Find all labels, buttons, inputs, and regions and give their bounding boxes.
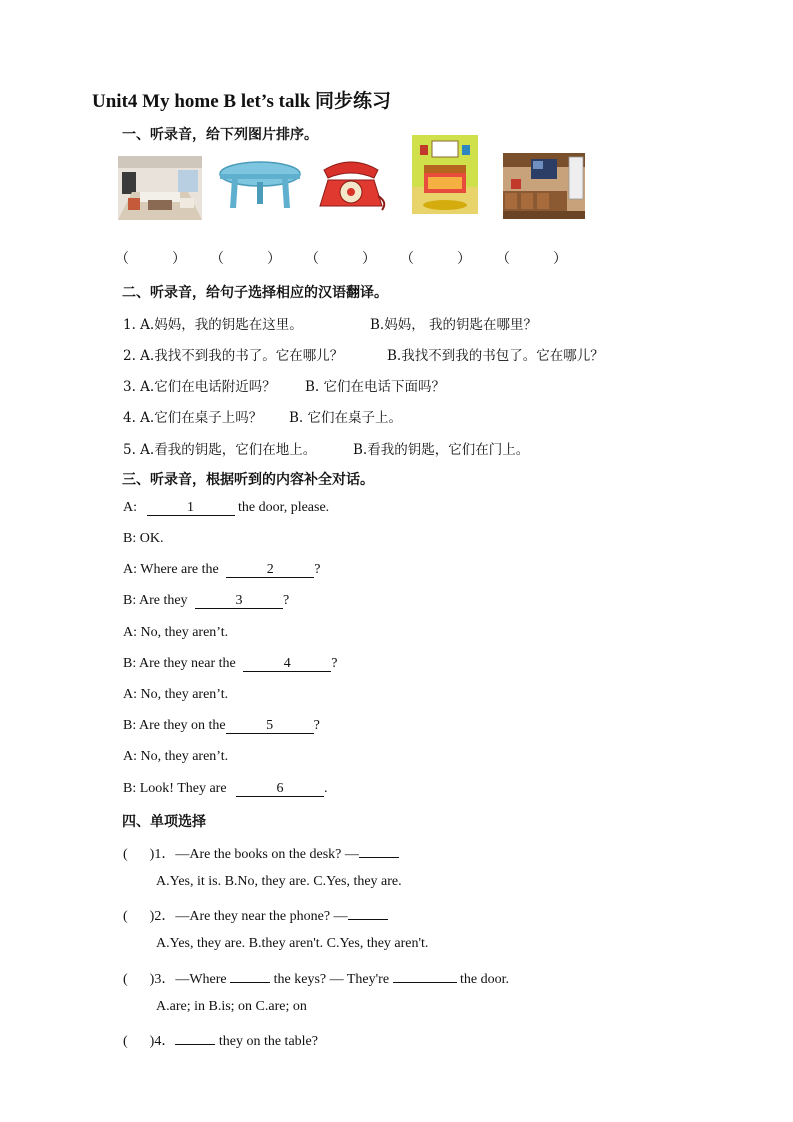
question-2-options: A.Yes, they are. B.they aren't. C.Yes, they aren't.	[156, 936, 429, 951]
question-text: —Where	[175, 972, 231, 987]
order-paren-close: ）	[457, 252, 471, 267]
fill-blank-6[interactable]: 6	[236, 781, 324, 797]
question-text: the keys? — They're	[270, 972, 393, 987]
answer-blank[interactable]	[175, 1044, 215, 1045]
translation-item-1a: 1. A.妈妈，我的钥匙在这里。	[123, 317, 303, 333]
dialogue-line-1	[123, 500, 329, 516]
dialogue-text: ?	[283, 593, 290, 608]
question-text: —Are the books on the desk? —	[175, 847, 359, 862]
dialogue-line-8	[123, 718, 320, 734]
answer-paren[interactable]: (	[123, 1034, 128, 1049]
translation-item-5a: 5. A.看我的钥匙，它们在地上。	[123, 442, 317, 458]
translation-item-2b: B.我找不到我的书包了。它在哪儿？	[387, 348, 604, 364]
fill-blank-1[interactable]: 1	[147, 500, 235, 516]
dialogue-text: A:	[123, 500, 141, 515]
round-table-image	[218, 160, 302, 212]
order-paren-close: ）	[553, 252, 567, 267]
answer-paren[interactable]: (	[123, 909, 128, 924]
answer-blank[interactable]	[359, 857, 399, 858]
order-paren-close: ）	[172, 252, 186, 267]
section2-heading: 二、听录音，给句子选择相应的汉语翻译。	[122, 285, 388, 301]
question-3-options: A.are; in B.is; on C.are; on	[156, 999, 307, 1014]
question-number: )2．	[149, 909, 176, 924]
translation-item-3a: 3. A.它们在电话附近吗？	[123, 379, 276, 395]
dialogue-line-2: B: OK.	[123, 531, 164, 546]
question-number: )1．	[149, 847, 176, 862]
dialogue-text: B: Are they on the	[123, 718, 226, 733]
kitchen-image	[503, 153, 585, 219]
question-3	[123, 968, 509, 988]
section1-heading: 一、听录音，给下列图片排序。	[122, 127, 318, 143]
dialogue-text: .	[324, 781, 328, 796]
section3-heading: 三、听录音，根据听到的内容补全对话。	[122, 472, 374, 488]
answer-blank[interactable]	[230, 982, 270, 983]
dialogue-text: the door, please.	[234, 500, 330, 515]
order-paren-open: （	[115, 252, 129, 267]
question-1	[123, 843, 399, 863]
answer-paren[interactable]: (	[123, 847, 128, 862]
question-number: )4．	[149, 1034, 176, 1049]
order-paren-close: ）	[267, 252, 281, 267]
question-text: they on the table?	[215, 1034, 318, 1049]
answer-paren[interactable]: (	[123, 972, 128, 987]
dialogue-line-3	[123, 562, 320, 578]
dialogue-line-4	[123, 593, 289, 609]
translation-item-4a: 4. A.它们在桌子上吗？	[123, 410, 263, 426]
dialogue-text: ?	[313, 718, 320, 733]
fill-blank-2[interactable]: 2	[226, 562, 314, 578]
order-paren-close: ）	[362, 252, 376, 267]
dialogue-text: B: Are they	[123, 593, 192, 608]
translation-item-3b: B. 它们在电话下面吗？	[305, 379, 446, 395]
answer-blank[interactable]	[348, 919, 388, 920]
fill-blank-4[interactable]: 4	[243, 656, 331, 672]
fill-blank-5[interactable]: 5	[226, 718, 314, 734]
dialogue-text: B: Are they near the	[123, 656, 240, 671]
question-text: the door.	[456, 972, 510, 987]
living-room-image	[118, 156, 202, 220]
section4-heading: 四、单项选择	[122, 814, 206, 830]
bedroom-image	[412, 135, 478, 214]
page-title: Unit4 My home B let’s talk 同步练习	[92, 91, 392, 112]
translation-item-4b: B. 它们在桌子上。	[289, 410, 403, 426]
dialogue-text: A: Where are the	[123, 562, 223, 577]
dialogue-line-5: A: No, they aren’t.	[123, 625, 229, 640]
translation-item-5b: B.看我的钥匙，它们在门上。	[353, 442, 530, 458]
translation-item-2a: 2. A.我找不到我的书了。它在哪儿？	[123, 348, 344, 364]
order-paren-open: （	[305, 252, 319, 267]
dialogue-text: ?	[331, 656, 338, 671]
order-paren-open: （	[400, 252, 414, 267]
answer-blank[interactable]	[393, 982, 457, 983]
dialogue-text: ?	[314, 562, 321, 577]
dialogue-line-6	[123, 656, 337, 672]
question-1-options: A.Yes, it is. B.No, they are. C.Yes, they are.	[156, 874, 402, 889]
question-4	[123, 1030, 318, 1050]
dialogue-line-7: A: No, they aren’t.	[123, 687, 229, 702]
translation-item-1b: B.妈妈， 我的钥匙在哪里？	[370, 317, 538, 333]
question-number: )3．	[149, 972, 176, 987]
dialogue-line-10	[123, 781, 328, 797]
dialogue-text: B: Look! They are	[123, 781, 231, 796]
order-paren-open: （	[210, 252, 224, 267]
order-paren-open: （	[496, 252, 510, 267]
question-2	[123, 905, 388, 925]
fill-blank-3[interactable]: 3	[195, 593, 283, 609]
dialogue-line-9: A: No, they aren’t.	[123, 749, 229, 764]
telephone-image	[316, 152, 386, 214]
question-text: —Are they near the phone? —	[175, 909, 348, 924]
